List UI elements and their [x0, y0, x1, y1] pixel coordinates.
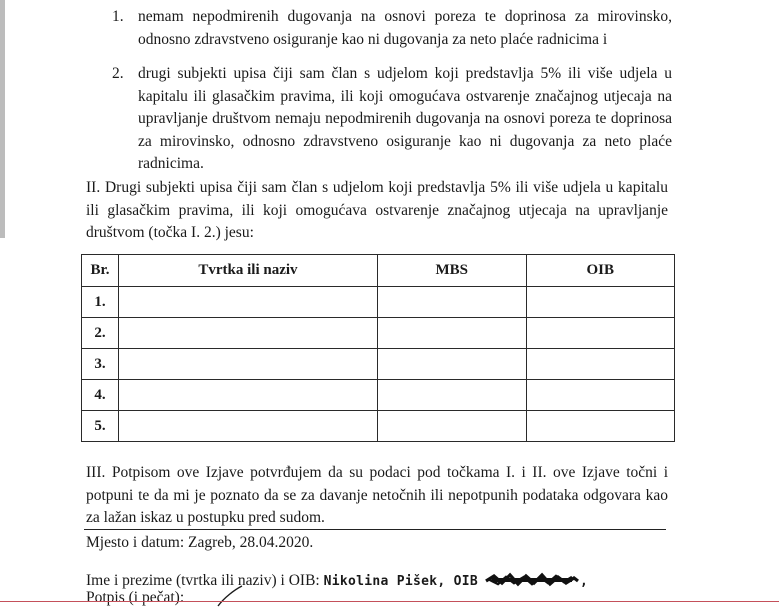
- name-cell[interactable]: [118, 287, 377, 318]
- table-row: [82, 411, 675, 442]
- subjects-table: [81, 254, 675, 442]
- signer-value: Nikolina Pišek, OIB: [323, 574, 479, 589]
- table-header-row: [82, 255, 675, 287]
- table-row: [82, 318, 675, 349]
- section-iii-paragraph: III. Potpisom ove Izjave potvrđujem da su podaci pod točkama I. i II. ove Izjave točni i potpuni te da mi je poznato da se za davanje netočnih ili nepotpunih podataka odgovara kao za lažan iskaz u postupku pred sudom.: [86, 464, 668, 526]
- signature-line: [86, 588, 184, 608]
- item-number: 1.: [112, 8, 124, 25]
- signer-label: Ime i prezime (tvrtka ili naziv) i OIB:: [86, 572, 320, 589]
- oib-cell[interactable]: [526, 411, 675, 442]
- name-cell[interactable]: [118, 411, 377, 442]
- row-number: 3.: [82, 349, 119, 380]
- header-br: Br.: [82, 255, 119, 287]
- table-row: [82, 380, 675, 411]
- place-and-date: Mjesto i datum: Zagreb, 28.04.2020.: [86, 534, 314, 551]
- mbs-cell[interactable]: [378, 411, 527, 442]
- declaration-item-2: [112, 63, 672, 176]
- oib-cell[interactable]: [526, 349, 675, 380]
- mbs-cell[interactable]: [378, 349, 527, 380]
- scan-edge-shadow: [0, 0, 5, 238]
- mbs-cell[interactable]: [378, 380, 527, 411]
- row-number: 5.: [82, 411, 119, 442]
- mbs-cell[interactable]: [378, 318, 527, 349]
- item-text: nemam nepodmirenih dugovanja na osnovi poreza te doprinosa za mirovinsko, odnosno zdravstveno osiguranje kao ni dugovanja za neto plaće radnicima i: [138, 8, 672, 48]
- oib-cell[interactable]: [526, 318, 675, 349]
- item-text: drugi subjekti upisa čiji sam član s udjelom koji predstavlja 5% ili više udjela u kapitalu ili glasačkim pravima, ili koji omogućava ostvarenje značajnog utjecaja na upravljanje društvom nemaju nepodmirenih dugovanja na osnovi poreza te doprinosa za mirovinsko, odnosno zdravstveno osiguranje kao ni dugovanja za neto plaće radnicima.: [138, 65, 672, 172]
- row-number: 4.: [82, 380, 119, 411]
- redacted-oib-mark: [484, 575, 580, 587]
- header-mbs: MBS: [378, 255, 527, 287]
- header-name: Tvrtka ili naziv: [118, 255, 377, 287]
- handwritten-signature-mark: [212, 584, 252, 608]
- header-oib: OIB: [526, 255, 675, 287]
- oib-cell[interactable]: [526, 380, 675, 411]
- row-number: 2.: [82, 318, 119, 349]
- name-cell[interactable]: [118, 318, 377, 349]
- table-row: [82, 287, 675, 318]
- item-number: 2.: [112, 65, 124, 82]
- mbs-cell[interactable]: [378, 287, 527, 318]
- declaration-item-1: [112, 6, 672, 51]
- divider-rule: [84, 529, 666, 530]
- section-ii-paragraph: II. Drugi subjekti upisa čiji sam član s udjelom koji predstavlja 5% ili više udjela u kapitalu ili glasačkim pravima, ili koji omogućava ostvarenje značajnog utjecaja na upravljanje društvom (točka I. 2.) jesu:: [86, 179, 668, 241]
- name-cell[interactable]: [118, 349, 377, 380]
- table-row: [82, 349, 675, 380]
- scan-bottom-edge: [0, 601, 779, 602]
- name-cell[interactable]: [118, 380, 377, 411]
- row-number: 1.: [82, 287, 119, 318]
- signer-tail: ,: [580, 574, 589, 589]
- oib-cell[interactable]: [526, 287, 675, 318]
- signature-label: Potpis (i pečat):: [86, 589, 185, 606]
